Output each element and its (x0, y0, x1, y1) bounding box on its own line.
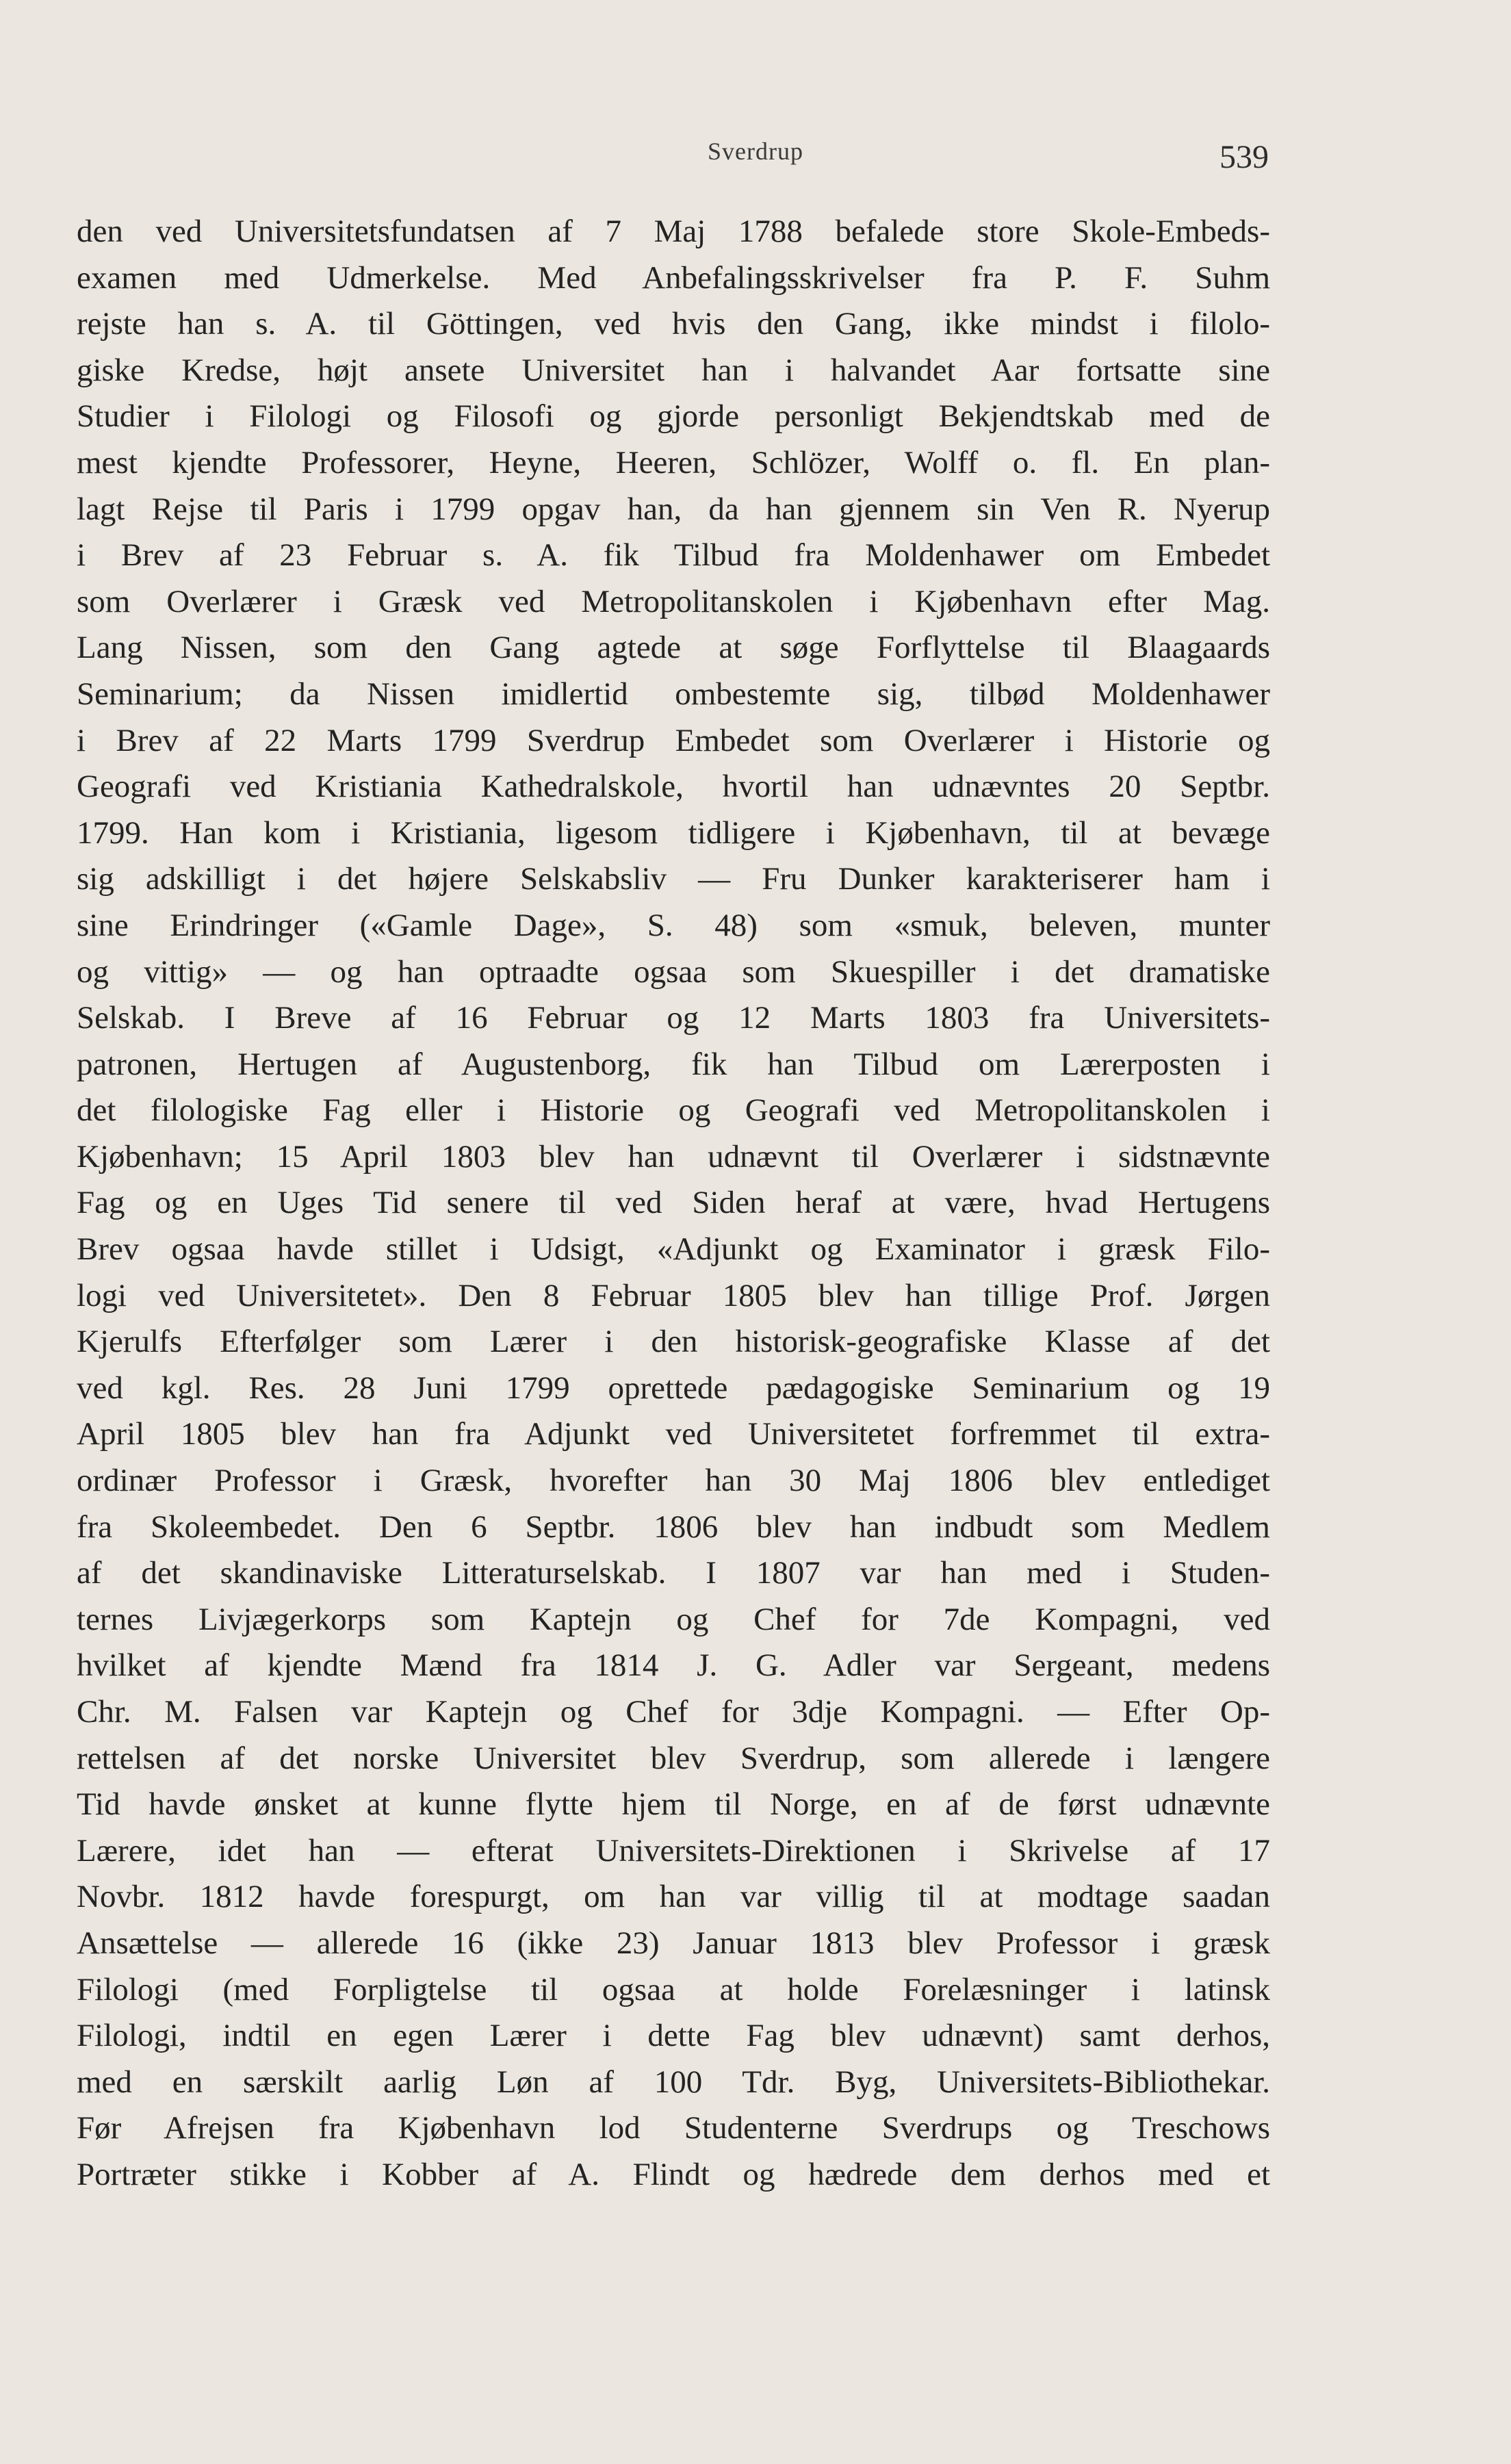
text-line: Filologi (med Forpligtelse til ogsaa at holde Forelæsninger i latinsk (77, 1971, 1270, 2007)
text-line: Seminarium; da Nissen imidlertid ombestemte sig, tilbød Moldenhawer (77, 676, 1270, 712)
text-line: i Brev af 23 Februar s. A. fik Tilbud fra Moldenhawer om Embedet (77, 537, 1270, 574)
text-line: patronen, Hertugen af Augustenborg, fik han Tilbud om Lærerposten i (77, 1046, 1270, 1082)
text-line: Filologi, indtil en egen Lærer i dette Fag blev udnævnt) samt derhos, (77, 2018, 1270, 2054)
text-line: rettelsen af det norske Universitet blev Sverdrup, som allerede i længere (77, 1740, 1270, 1776)
text-line: fra Skoleembedet. Den 6 Septbr. 1806 blev han indbudt som Medlem (77, 1509, 1270, 1545)
text-line: rejste han s. A. til Göttingen, ved hvis den Gang, ikke mindst i filolo- (77, 306, 1270, 342)
text-line: af det skandinaviske Litteraturselskab. I 1807 var han med i Studen- (77, 1555, 1270, 1591)
text-line: med en særskilt aarlig Løn af 100 Tdr. Byg, Universitets-Bibliothekar. (77, 2064, 1270, 2100)
text-line: April 1805 blev han fra Adjunkt ved Universitetet forfremmet til extra- (77, 1416, 1270, 1452)
text-line: Geografi ved Kristiania Kathedralskole, hvortil han udnævntes 20 Septbr. (77, 769, 1270, 805)
text-line: Kjerulfs Efterfølger som Lærer i den historisk-geografiske Klasse af det (77, 1324, 1270, 1360)
text-line: mest kjendte Professorer, Heyne, Heeren, Schlözer, Wolff o. fl. En plan- (77, 444, 1270, 480)
text-line: og vittig» — og han optraadte ogsaa som Skuespiller i det dramatiske (77, 953, 1270, 990)
text-line: Lang Nissen, som den Gang agtede at søge Forflyttelse til Blaagaards (77, 630, 1270, 666)
text-line: ternes Livjægerkorps som Kaptejn og Chef for 7de Kompagni, ved (77, 1601, 1270, 1637)
text-line: giske Kredse, højt ansete Universitet han i halvandet Aar fortsatte sine (77, 352, 1270, 388)
text-line: Studier i Filologi og Filosofi og gjorde personligt Bekjendtskab med de (77, 398, 1270, 435)
text-line: i Brev af 22 Marts 1799 Sverdrup Embedet som Overlærer i Historie og (77, 722, 1270, 758)
text-line: Før Afrejsen fra Kjøbenhavn lod Studenterne Sverdrups og Treschows (77, 2110, 1270, 2146)
text-line: Brev ogsaa havde stillet i Udsigt, «Adjunkt og Examinator i græsk Filo- (77, 1231, 1270, 1268)
text-line: ved kgl. Res. 28 Juni 1799 oprettede pædagogiske Seminarium og 19 (77, 1370, 1270, 1406)
running-header: Sverdrup (708, 138, 803, 165)
text-line: Selskab. I Breve af 16 Februar og 12 Marts 1803 fra Universitets- (77, 1000, 1270, 1036)
text-line: examen med Udmerkelse. Med Anbefalingsskrivelser fra P. F. Suhm (77, 259, 1270, 296)
text-line: Kjøbenhavn; 15 April 1803 blev han udnævnt til Overlærer i sidstnævnte (77, 1138, 1270, 1175)
text-line: Lærere, idet han — efterat Universitets-Direktionen i Skrivelse af 17 (77, 1832, 1270, 1869)
text-line: Ansættelse — allerede 16 (ikke 23) Januar 1813 blev Professor i græsk (77, 1925, 1270, 1961)
text-line: sig adskilligt i det højere Selskabsliv — Fru Dunker karakteriserer ham i (77, 861, 1270, 897)
text-line: hvilket af kjendte Mænd fra 1814 J. G. Adler var Sergeant, medens (77, 1647, 1270, 1684)
body-text (77, 209, 1270, 2198)
text-line: Portræter stikke i Kobber af A. Flindt og hædrede dem derhos med et (77, 2156, 1270, 2192)
text-line: logi ved Universitetet». Den 8 Februar 1805 blev han tillige Prof. Jørgen (77, 1277, 1270, 1313)
text-line: ordinær Professor i Græsk, hvorefter han 30 Maj 1806 blev entlediget (77, 1463, 1270, 1499)
text-line: Tid havde ønsket at kunne flytte hjem til Norge, en af de først udnævnte (77, 1786, 1270, 1823)
page-number: 539 (1219, 139, 1269, 175)
text-line: Fag og en Uges Tid senere til ved Siden heraf at være, hvad Hertugens (77, 1185, 1270, 1221)
text-line: det filologiske Fag eller i Historie og Geografi ved Metropolitanskolen i (77, 1092, 1270, 1129)
text-line: 1799. Han kom i Kristiania, ligesom tidligere i Kjøbenhavn, til at bevæge (77, 814, 1270, 851)
text-line: som Overlærer i Græsk ved Metropolitanskolen i Kjøbenhavn efter Mag. (77, 583, 1270, 619)
text-line: sine Erindringer («Gamle Dage», S. 48) som «smuk, beleven, munter (77, 907, 1270, 943)
text-line: Novbr. 1812 havde forespurgt, om han var villig til at modtage saadan (77, 1879, 1270, 1915)
text-line: lagt Rejse til Paris i 1799 opgav han, da han gjennem sin Ven R. Nyerup (77, 491, 1270, 527)
text-line: den ved Universitetsfundatsen af 7 Maj 1788 befalede store Skole-Embeds- (77, 214, 1270, 249)
text-line: Chr. M. Falsen var Kaptejn og Chef for 3dje Kompagni. — Efter Op- (77, 1694, 1270, 1730)
